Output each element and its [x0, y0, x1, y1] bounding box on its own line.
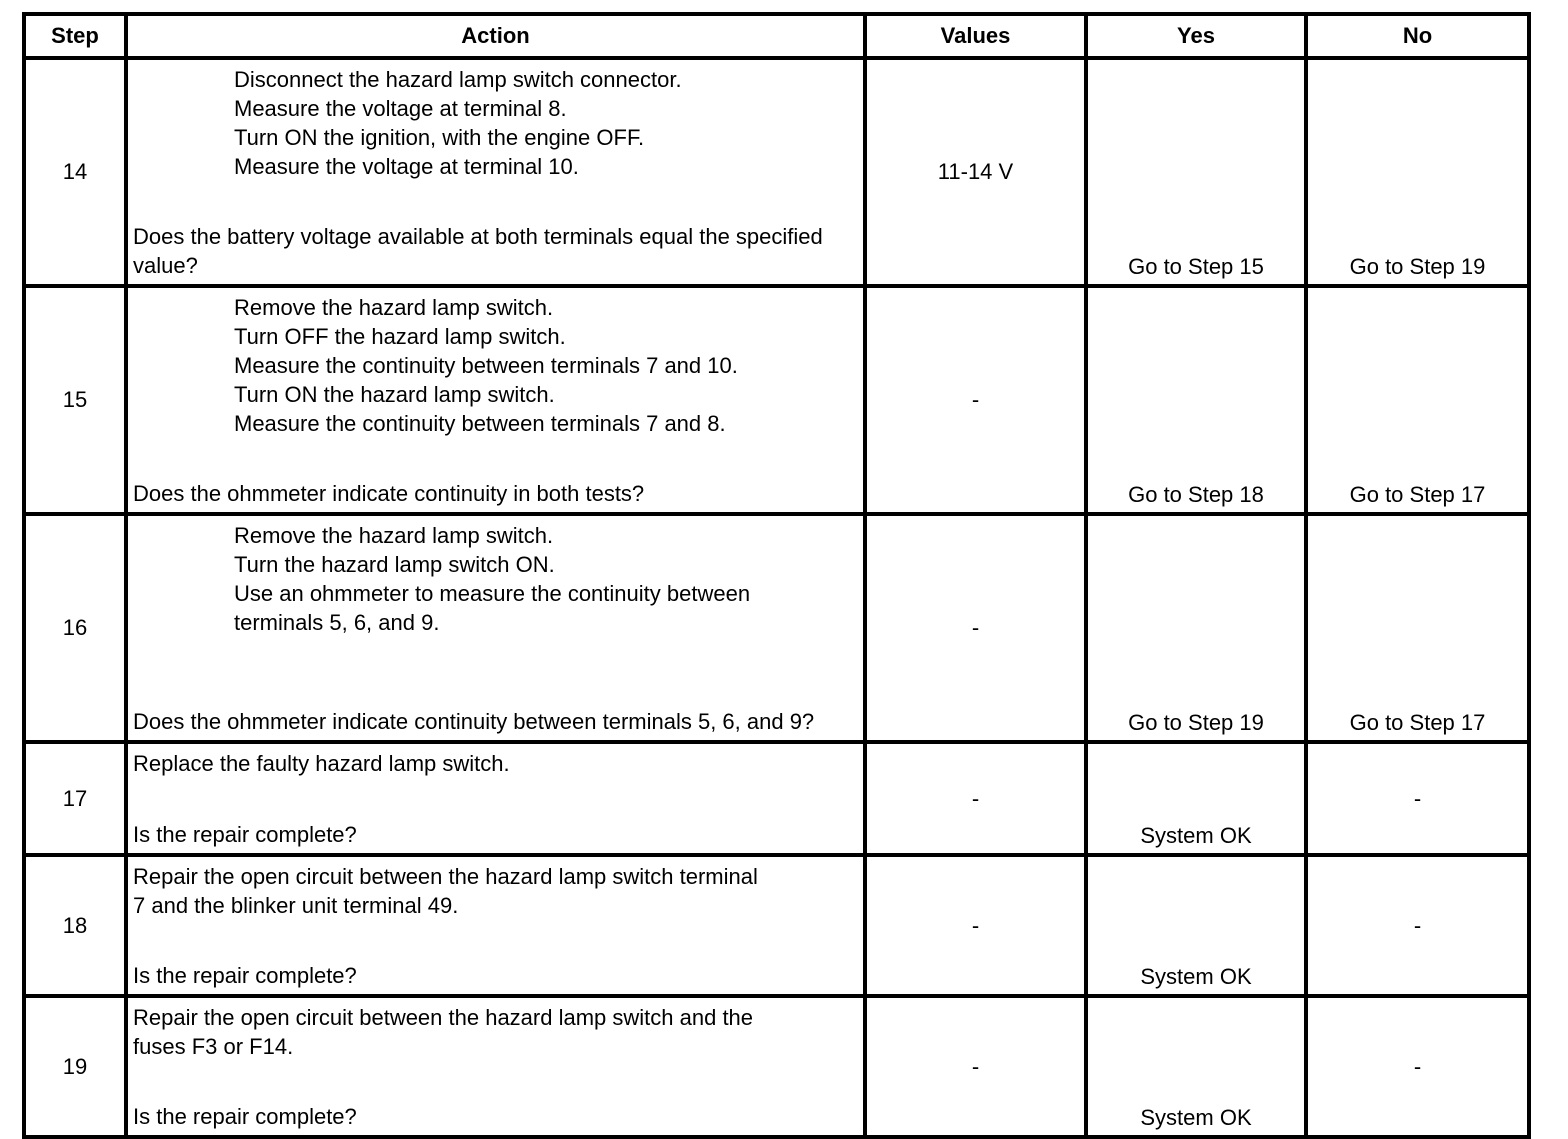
no-cell — [1306, 514, 1529, 742]
action-cell — [126, 996, 865, 1137]
action-question: Is the repair complete? — [133, 1104, 357, 1129]
instruction-line: Turn the hazard lamp switch ON. — [234, 552, 555, 577]
action-question: Is the repair complete? — [133, 822, 357, 847]
step-number: 19 — [24, 996, 126, 1137]
instruction-line: Measure the voltage at terminal 8. — [234, 96, 567, 121]
yes-cell — [1086, 855, 1306, 996]
header-no: No — [1306, 14, 1529, 58]
action-cell — [126, 855, 865, 996]
instruction-line: terminals 5, 6, and 9. — [234, 610, 440, 635]
yes-cell — [1086, 996, 1306, 1137]
action-cell — [126, 742, 865, 855]
no-cell — [1306, 742, 1529, 855]
yes-cell — [1086, 514, 1306, 742]
yes-result: System OK — [1140, 823, 1252, 848]
instruction-line: Use an ohmmeter to measure the continuity between — [234, 581, 751, 606]
header-values: Values — [865, 14, 1086, 58]
instruction-line: Measure the voltage at terminal 10. — [234, 154, 579, 179]
value-cell: 11-14 V — [865, 58, 1086, 286]
instruction-list — [133, 749, 855, 778]
value-cell: - — [865, 855, 1086, 996]
instruction-list — [133, 1003, 855, 1061]
instruction-line: Measure the continuity between terminals 7 and 10. — [234, 353, 738, 378]
instruction-list — [133, 293, 855, 438]
value-cell: - — [865, 996, 1086, 1137]
header-step: Step — [24, 14, 126, 58]
step-number: 15 — [24, 286, 126, 514]
no-result: - — [1413, 785, 1422, 811]
yes-result: Go to Step 15 — [1128, 254, 1264, 279]
instruction-line: Measure the continuity between terminals 7 and 8. — [234, 411, 726, 436]
table-row — [24, 286, 1529, 514]
action-question: Does the ohmmeter indicate continuity between terminals 5, 6, and 9? — [133, 709, 815, 734]
header-row — [24, 14, 1529, 58]
instruction-line: Turn ON the ignition, with the engine OFF. — [234, 125, 645, 150]
yes-result: Go to Step 18 — [1128, 482, 1264, 507]
no-result: - — [1413, 912, 1422, 938]
value-cell: - — [865, 286, 1086, 514]
table-row — [24, 514, 1529, 742]
instruction-list — [133, 862, 855, 920]
action-cell — [126, 286, 865, 514]
no-cell — [1306, 996, 1529, 1137]
action-cell — [126, 514, 865, 742]
table-row — [24, 855, 1529, 996]
header-action: Action — [126, 14, 865, 58]
instruction-line: Replace the faulty hazard lamp switch. — [133, 751, 510, 776]
instruction-list — [133, 521, 855, 637]
instruction-line: Repair the open circuit between the hazard lamp switch terminal — [133, 864, 758, 889]
instruction-line: Remove the hazard lamp switch. — [234, 523, 554, 548]
value-cell: - — [865, 514, 1086, 742]
yes-cell — [1086, 286, 1306, 514]
table-row — [24, 58, 1529, 286]
instruction-line: Turn ON the hazard lamp switch. — [234, 382, 555, 407]
diagnostic-table — [22, 12, 1531, 1139]
no-result: Go to Step 19 — [1349, 254, 1486, 279]
no-cell — [1306, 58, 1529, 286]
instruction-list — [133, 65, 855, 181]
action-question: Does the battery voltage available at both terminals equal the specified value? — [133, 224, 823, 278]
header-yes: Yes — [1086, 14, 1306, 58]
yes-result: System OK — [1140, 964, 1252, 989]
no-result: Go to Step 17 — [1349, 710, 1486, 735]
action-cell — [126, 58, 865, 286]
table-row — [24, 742, 1529, 855]
step-number: 16 — [24, 514, 126, 742]
yes-cell — [1086, 58, 1306, 286]
instruction-line: Repair the open circuit between the hazard lamp switch and the — [133, 1005, 754, 1030]
instruction-line: fuses F3 or F14. — [133, 1034, 294, 1059]
instruction-line: Remove the hazard lamp switch. — [234, 295, 554, 320]
table-row — [24, 996, 1529, 1137]
instruction-line: Turn OFF the hazard lamp switch. — [234, 324, 566, 349]
step-number: 18 — [24, 855, 126, 996]
no-cell — [1306, 855, 1529, 996]
action-question: Does the ohmmeter indicate continuity in both tests? — [133, 481, 645, 506]
value-cell: - — [865, 742, 1086, 855]
no-cell — [1306, 286, 1529, 514]
yes-result: Go to Step 19 — [1128, 710, 1264, 735]
instruction-line: Disconnect the hazard lamp switch connector. — [234, 67, 682, 92]
step-number: 17 — [24, 742, 126, 855]
step-number: 14 — [24, 58, 126, 286]
action-question: Is the repair complete? — [133, 963, 357, 988]
no-result: - — [1413, 1053, 1422, 1079]
yes-result: System OK — [1140, 1105, 1252, 1130]
yes-cell — [1086, 742, 1306, 855]
instruction-line: 7 and the blinker unit terminal 49. — [133, 893, 459, 918]
no-result: Go to Step 17 — [1349, 482, 1486, 507]
